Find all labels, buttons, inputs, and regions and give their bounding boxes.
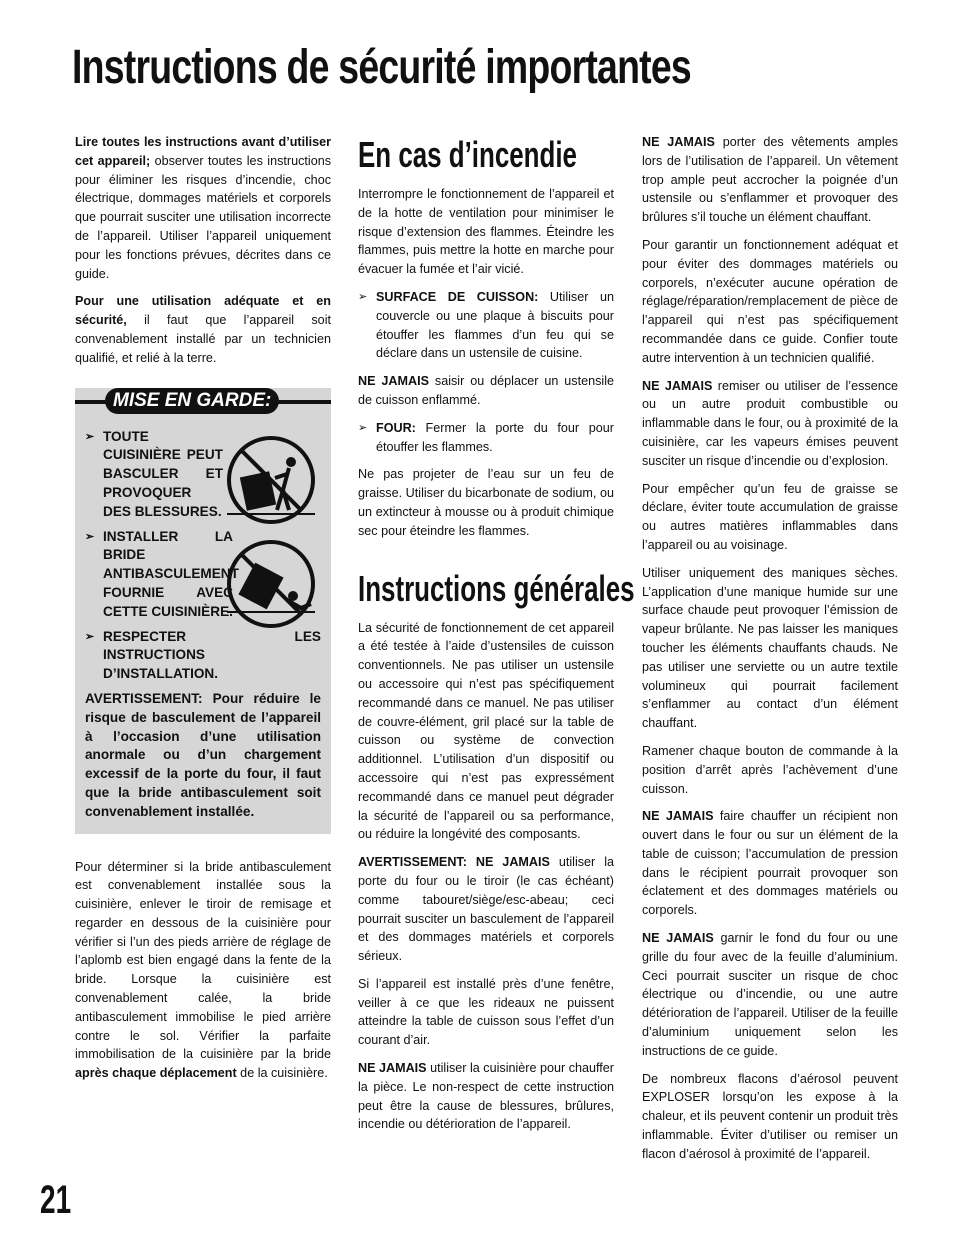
- bold-lead: SURFACE DE CUISSON:: [376, 289, 539, 304]
- warning-text: AVERTISSEMENT: Pour réduire le risque de basculement de l’appareil à l’occasion d’une utilisation anormale ou d’un chargement excessif de la porte du four, il faut que la bride antibasculement soit convenablement installée.: [85, 690, 321, 819]
- warning-item: [85, 628, 321, 684]
- column-1: [75, 133, 331, 1092]
- arrow-icon: ➢: [85, 430, 95, 443]
- paragraph: [358, 372, 614, 410]
- paragraph: Si l’appareil est installé près d’une fenêtre, veiller à ce que les rideaux ne puissent atteindre la table de cuisson sous l’effet d’un courant d’air.: [358, 976, 614, 1048]
- warning-item-text: INSTALLER LA BRIDE ANTIBASCULEMENT FOURNIE AVEC CETTE CUISINIÈRE.: [103, 528, 239, 619]
- text: utiliser la cuisinière pour chauffer la pièce. Le non-respect de cette instruction peut être la cause de blessures, brûlures, incendie ou détérioration de l’appareil.: [358, 1061, 615, 1132]
- paragraph: [358, 1059, 614, 1134]
- text: faire chauffer un récipient non ouvert dans le four ou sur un élément de la table de cuisson; l’accumulation de pression dans le récipient pourrait provoquer son éclatement et des dommages matériels ou corporels.: [642, 809, 898, 918]
- arrow-icon: ➢: [85, 630, 95, 643]
- text: saisir ou déplacer un ustensile de cuisson enflammé.: [358, 374, 614, 407]
- text: de la cuisinière.: [236, 1066, 328, 1081]
- page-title: Instructions de sécurité importantes: [72, 41, 691, 94]
- paragraph: [75, 133, 331, 283]
- bold-lead: NE JAMAIS: [642, 809, 714, 824]
- bold-lead: NE JAMAIS: [358, 374, 429, 389]
- tip-over-hazard-icon: [225, 434, 317, 526]
- list-item-text: [376, 419, 614, 457]
- paragraph: [75, 858, 331, 1084]
- column-2: [358, 134, 635, 1143]
- list-item-text: [376, 288, 614, 363]
- paragraph: [642, 929, 898, 1061]
- arrow-icon: ➢: [85, 530, 95, 543]
- paragraph: [358, 853, 614, 966]
- paragraph: [642, 377, 898, 471]
- text: Pour déterminer si la bride antibasculement est convenablement installée sous la cuisinière, enlever le tiroir de remisage et regarder en dessous de la cuisinière pour vérifier si l’un des pieds arrière de réglage de l’aplomb est bien engagé dans la fente de la bride. Lorsque la cuisinière est convenablement calée, la bride antibasculement immobilise le pied arrière contre le sol. Vérifier la parfaite immobilisation de la cuisinière par la bride: [75, 859, 331, 1062]
- paragraph: La sécurité de fonctionnement de cet appareil a été testée à l’aide d’ustensiles de cuisson conventionnels. Ne pas utiliser un ustensile ou accessoire qui n’est pas spécifiquement recommandé dans ce manuel. Ne pas utiliser de couvre-élément, gril placé sur la table de cuisson ou système de convection additionnel. L’utilisation d’un dispositif ou accessoire qui n’est pas expressément recommandé dans ce manuel peut dégrader la sécurité de l’appareil ou sa performance, ou réduire la longévité des composants.: [358, 620, 614, 842]
- column-3: [642, 133, 898, 1173]
- paragraph: Ne pas projeter de l’eau sur un feu de graisse. Utiliser du bicarbonate de sodium, ou un extincteur à mousse ou à produit chimique sec pour éteindre les flammes.: [358, 467, 614, 538]
- bold-lead: NE JAMAIS: [642, 931, 714, 946]
- paragraph: Interrompre le fonctionnement de l’appareil et de la hotte de ventilation pour minimiser le risque d’extension des flammes. Éteindre les flammes, puis mettre la hotte en marche pour évacuer la fumée et l’air vicié.: [358, 187, 614, 277]
- warning-item-text: RESPECTER LES INSTRUCTIONS D’INSTALLATION.: [103, 628, 321, 682]
- bold-lead: NE JAMAIS: [642, 135, 715, 149]
- text: remiser ou utiliser de l’essence ou un autre produit combustible ou inflammable dans le four, ou à proximité de la cuisinière, car les vapeurs émises peuvent susciter un risque d’incendie ou d’explosion.: [642, 378, 899, 468]
- section-heading-incendie: En cas d’incendie: [358, 134, 577, 175]
- bold-text: après chaque déplacement: [75, 1066, 237, 1081]
- paragraph: [642, 133, 898, 227]
- list-item: [358, 419, 614, 457]
- warning-label: MISE EN GARDE:: [105, 388, 279, 414]
- page-number: 21: [40, 1178, 72, 1222]
- warning-box: [75, 388, 331, 834]
- paragraph: Pour empêcher qu’un feu de graisse se déclare, éviter toute accumulation de graisse ou autres matières inflammables dans l’appareil ou au voisinage.: [642, 481, 898, 552]
- paragraph: Pour garantir un fonctionnement adéquat et pour éviter des dommages matériels ou corporels, n’exécuter aucune opération de réglage/réparation/remplacement de pièce de l’appareil qui n’est pas spécifiquement recommandée dans ce guide. Confier toute autre intervention à un technicien qualifié.: [642, 237, 898, 365]
- paragraph: De nombreux flacons d’aérosol peuvent EXPLOSER lorsqu’on les expose à la chaleur, et ils peuvent contenir un produit très inflammable. Éviter d’utiliser ou remiser un flacon d’aérosol à proximité de l’appareil.: [642, 1071, 898, 1161]
- text: garnir le fond du four ou une grille du four avec de la feuille d’aluminium. Ceci pourrait susciter un risque de choc électrique ou d’incendie, ou une autre détérioration de l’appareil. Utiliser de la feuille d’aluminium uniquement selon les instructions de ce guide.: [642, 931, 899, 1058]
- bold-lead: NE JAMAIS: [358, 1061, 427, 1076]
- arrow-icon: ➢: [358, 290, 368, 303]
- text: observer toutes les instructions pour éliminer les risques d’incendie, choc électrique, dommages matériels et corporels que pourrait susciter une utilisation incorrecte de l’appareil. Utiliser l’appareil uniquement pour les fonctions prévues, décrites dans ce guide.: [75, 153, 331, 281]
- text: utiliser la porte du four ou le tiroir (le cas échéant) comme tabouret/siège/esc-abeau; ceci pourrait susciter un basculement de l’appareil et des dommages matériels et corporels sérieux.: [358, 855, 614, 964]
- bold-lead: NE JAMAIS: [642, 378, 713, 393]
- text: Fermer la porte du four pour étouffer les flammes.: [376, 420, 614, 454]
- paragraph: [642, 807, 898, 920]
- paragraph: [75, 292, 331, 367]
- text: porter des vêtements amples lors de l’utilisation de l’appareil. Un vêtement trop ample peut accrocher la poignée d’un ustensile ou s’enflammer et provoquer des brûlures s’il touche un élément chauffant.: [642, 135, 898, 225]
- paragraph: Utiliser uniquement des maniques sèches. L’application d’une manique humide sur une surface chaude peut provoquer l’émission de vapeur brûlante. Ne pas laisser les maniques toucher les éléments chauffants chauds. Ne pas utiliser une serviette ou un autre textile volumineux qui pourrait facilement s’enflammer au contact d’un élément chauffant.: [642, 565, 898, 731]
- bold-lead: Lire toutes les instructions avant d’utiliser cet appareil;: [75, 135, 331, 168]
- text: Utiliser un couvercle ou une plaque à biscuits pour étouffer les flammes d’un feu qui se déclare dans un ustensile de cuisine.: [376, 289, 614, 361]
- tipped-range-hazard-icon: [225, 538, 317, 630]
- section-heading-generales: Instructions générales: [358, 567, 635, 609]
- paragraph: Ramener chaque bouton de commande à la position d’arrêt après l’achèvement d’une cuisson.: [642, 743, 898, 796]
- arrow-icon: ➢: [358, 421, 368, 434]
- bold-lead: AVERTISSEMENT: NE JAMAIS: [358, 855, 550, 870]
- bold-lead: FOUR:: [376, 420, 416, 435]
- warning-item-text: TOUTE CUISINIÈRE PEUT BASCULER ET PROVOQUER DES BLESSURES.: [103, 428, 223, 519]
- bold-lead: Pour une utilisation adéquate et en sécurité,: [75, 294, 331, 328]
- list-item: [358, 288, 614, 363]
- text: il faut que l’appareil soit convenablement installé par un technicien qualifié, et relié à la terre.: [75, 313, 331, 365]
